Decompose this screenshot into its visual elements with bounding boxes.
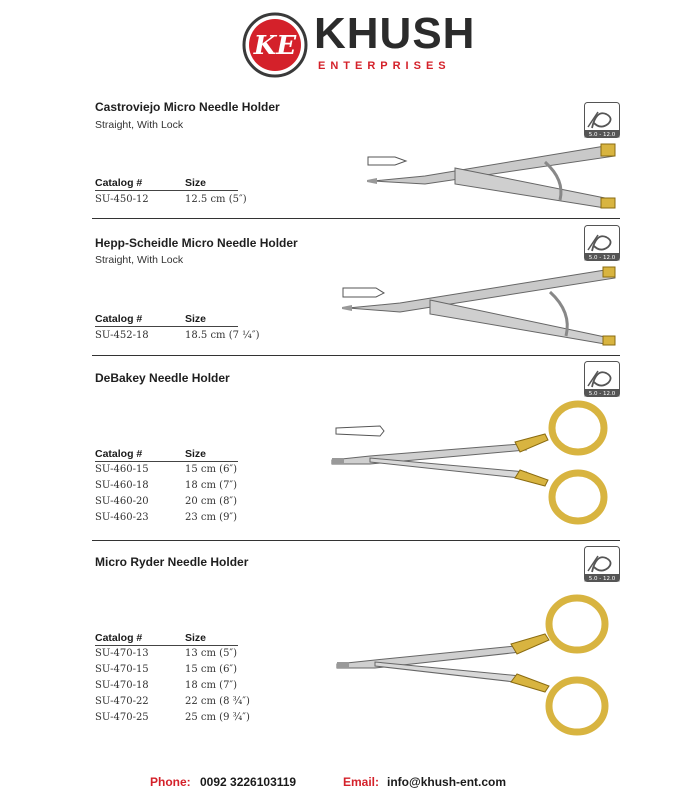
catalog-header <box>95 448 238 462</box>
catalog-col-header: Catalog # <box>95 632 143 644</box>
catalog-size: 22 cm (8 ¾″) <box>185 696 250 707</box>
size-col-header: Size <box>185 632 207 644</box>
product-title: Hepp-Scheidle Micro Needle Holder <box>95 236 298 250</box>
catalog-size: 15 cm (6″) <box>185 664 238 675</box>
catalog-code: SU-452-18 <box>95 330 149 341</box>
size-col-header: Size <box>185 177 207 189</box>
catalog-code: SU-470-25 <box>95 712 149 723</box>
catalog-code: SU-460-18 <box>95 480 149 491</box>
debakey-instrument-icon <box>330 400 620 535</box>
catalog-code: SU-460-23 <box>95 512 149 523</box>
badge-label: 5.0 - 12.0 <box>588 576 616 582</box>
catalog-code: SU-470-15 <box>95 664 149 675</box>
catalog-size: 15 cm (6″) <box>185 464 238 475</box>
castroviejo-instrument-icon <box>365 140 620 220</box>
size-col-header: Size <box>185 313 207 325</box>
section-divider <box>92 355 620 356</box>
section-divider <box>92 540 620 541</box>
phone-label: Phone: <box>150 775 191 789</box>
catalog-header <box>95 313 238 327</box>
catalog-size: 23 cm (9″) <box>185 512 238 523</box>
catalog-row <box>95 480 295 494</box>
catalog-code: SU-450-12 <box>95 194 149 205</box>
catalog-size: 25 cm (9 ¾″) <box>185 712 250 723</box>
hepp-scheidle-instrument-icon <box>340 262 620 352</box>
catalog-size: 13 cm (5″) <box>185 648 238 659</box>
catalog-size: 20 cm (8″) <box>185 496 238 507</box>
catalog-code: SU-470-13 <box>95 648 149 659</box>
brand-tagline: ENTERPRISES <box>318 60 451 72</box>
catalog-code: SU-460-15 <box>95 464 149 475</box>
product-title: Castroviejo Micro Needle Holder <box>95 100 280 114</box>
catalog-size: 18 cm (7″) <box>185 480 238 491</box>
catalog-row <box>95 680 295 694</box>
brand-monogram: KE <box>253 31 297 61</box>
brand-logo <box>242 8 476 76</box>
badge-label: 5.0 - 12.0 <box>588 132 616 138</box>
suture-size-badge-icon <box>584 361 620 397</box>
catalog-row <box>95 464 295 478</box>
catalog-code: SU-470-22 <box>95 696 149 707</box>
catalog-header <box>95 632 238 646</box>
product-title: DeBakey Needle Holder <box>95 371 230 385</box>
email-address[interactable]: info@khush-ent.com <box>387 775 507 789</box>
suture-size-badge-icon <box>584 225 620 261</box>
catalog-col-header: Catalog # <box>95 313 143 325</box>
catalog-row <box>95 712 295 726</box>
catalog-row <box>95 512 295 526</box>
catalog-col-header: Catalog # <box>95 177 143 189</box>
micro-ryder-instrument-icon <box>335 590 620 740</box>
suture-size-badge-icon <box>584 102 620 138</box>
catalog-code: SU-470-18 <box>95 680 149 691</box>
catalog-size: 18.5 cm (7 ¼″) <box>185 330 260 341</box>
catalog-row <box>95 696 295 710</box>
product-title: Micro Ryder Needle Holder <box>95 555 249 569</box>
suture-size-badge-icon <box>584 546 620 582</box>
product-description: Straight, With Lock <box>95 254 184 266</box>
catalog-code: SU-460-20 <box>95 496 149 507</box>
catalog-col-header: Catalog # <box>95 448 143 460</box>
catalog-header <box>95 177 238 191</box>
catalog-size: 18 cm (7″) <box>185 680 238 691</box>
catalog-row <box>95 648 295 662</box>
section-divider <box>92 218 620 219</box>
size-col-header: Size <box>185 448 207 460</box>
catalog-row <box>95 330 295 344</box>
catalog-row <box>95 194 295 208</box>
catalog-row <box>95 664 295 678</box>
catalog-size: 12.5 cm (5″) <box>185 194 247 205</box>
email-label: Email: <box>343 775 380 789</box>
brand-name: KHUSH <box>314 9 476 58</box>
product-description: Straight, With Lock <box>95 119 184 131</box>
badge-label: 5.0 - 12.0 <box>588 391 616 397</box>
catalog-row <box>95 496 295 510</box>
phone-number[interactable]: 0092 3226103119 <box>200 775 297 789</box>
badge-label: 5.0 - 12.0 <box>588 255 616 261</box>
brand-monogram-icon <box>242 12 308 78</box>
